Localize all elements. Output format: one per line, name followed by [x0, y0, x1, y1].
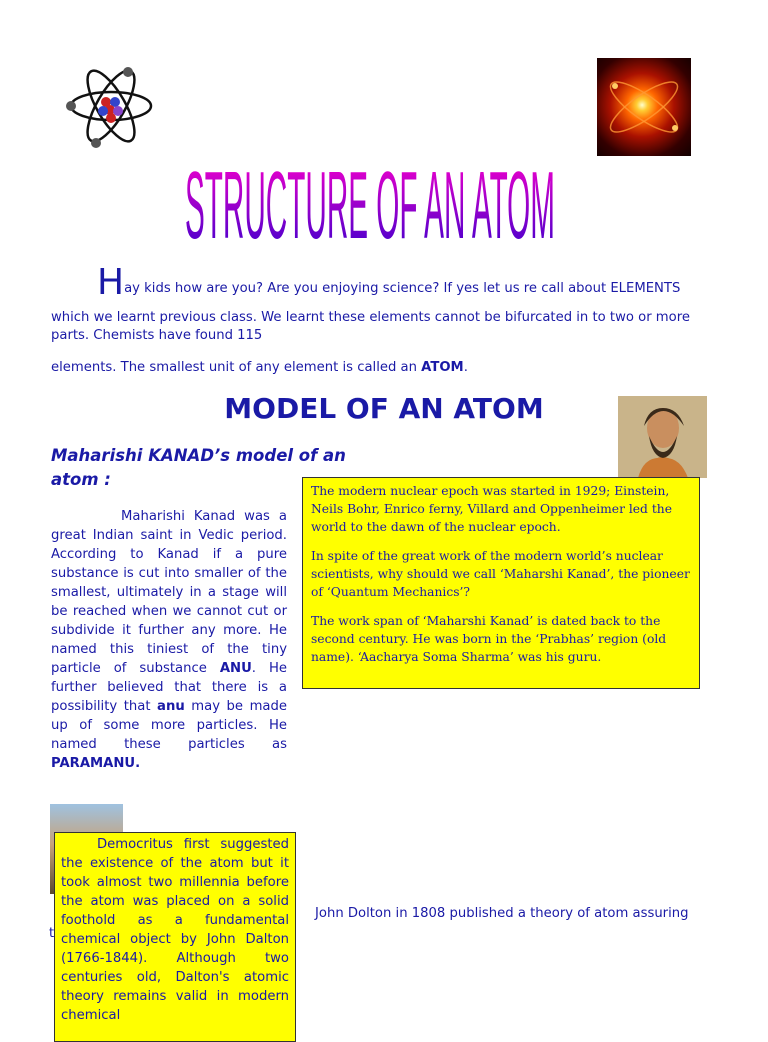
nuclear-epoch-paragraph: The modern nuclear epoch was started in 1929; Einstein, Neils Bohr, Enrico ferny, Villard and Oppenheimer led the world to the dawn of the nuclear epoch.: [311, 484, 672, 534]
kanad-text-2: . He further believed that there is a possibility that: [51, 661, 287, 714]
intro-line-4: [51, 359, 731, 377]
kanad-workspan-paragraph: The work span of ‘Maharshi Kanad’ is dated back to the second century. He was born in the ‘Prabhas’ region (old name). ‘Aacharya Soma Sharma’ was his guru.: [311, 614, 667, 664]
kanad-portrait: [618, 396, 707, 478]
dalton-line: John Dolton in 1808 published a theory of atom assuring: [315, 906, 689, 921]
drop-cap: H: [97, 262, 125, 303]
kanad-heading-line-2: atom :: [51, 470, 111, 489]
democritus-text: Democritus first suggested the existence of the atom but it took almost two millennia before the atom was placed on a solid foothold as a fundamental chemical object by John Dalton (1766-1844). Although two centuries old, Dalton's atomic theory remains valid in modern chemical: [61, 837, 289, 1023]
model-heading: MODEL OF AN ATOM: [224, 392, 544, 425]
kanad-pioneer-paragraph: In spite of the great work of the modern world’s nuclear scientists, why should we call ‘Maharshi Kanad’, the pioneer of ‘Quantum Mechanics’?: [311, 549, 690, 599]
intro-line-1: [51, 262, 731, 303]
hidden-text-fragment: t: [49, 926, 55, 941]
anu-keyword-2: anu: [157, 699, 185, 714]
nuclear-epoch-box: [302, 477, 700, 689]
intro-line-1-text: ay kids how are you? Are you enjoying science? If yes let us re call about ELEMENTS: [124, 281, 681, 296]
page-title-text: STRUCTURE OF AN ATOM: [185, 152, 555, 250]
paramanu-keyword: PARAMANU.: [51, 756, 141, 771]
democritus-box: [54, 832, 296, 1042]
atom-photo: [597, 58, 691, 156]
intro-line-4-end: .: [463, 360, 468, 375]
intro-line-2: which we learnt previous class. We learnt these elements cannot be bifurcated in to two or more: [51, 310, 690, 325]
kanad-heading-line-1: Maharishi KANAD’s model of an: [51, 446, 346, 465]
atom-keyword: ATOM: [421, 360, 464, 375]
intro-line-3: parts. Chemists have found 115: [51, 328, 263, 343]
atom-icon: [66, 56, 156, 156]
intro-line-4-text: elements. The smallest unit of any element is called an: [51, 360, 422, 375]
page-title: [180, 150, 560, 250]
anu-keyword: ANU: [219, 661, 252, 676]
kanad-paragraph: [51, 507, 287, 773]
kanad-text-3: may be made up of some more particles. He named these particles as: [51, 699, 287, 752]
kanad-text-1: Maharishi Kanad was a great Indian saint in Vedic period. According to Kanad if a pure substance is cut into smaller of the smallest, ultimately in a stage will be reached when we cannot cut or subdivide it further any more. He named this tiniest of the tiny particle of substance: [51, 509, 287, 676]
